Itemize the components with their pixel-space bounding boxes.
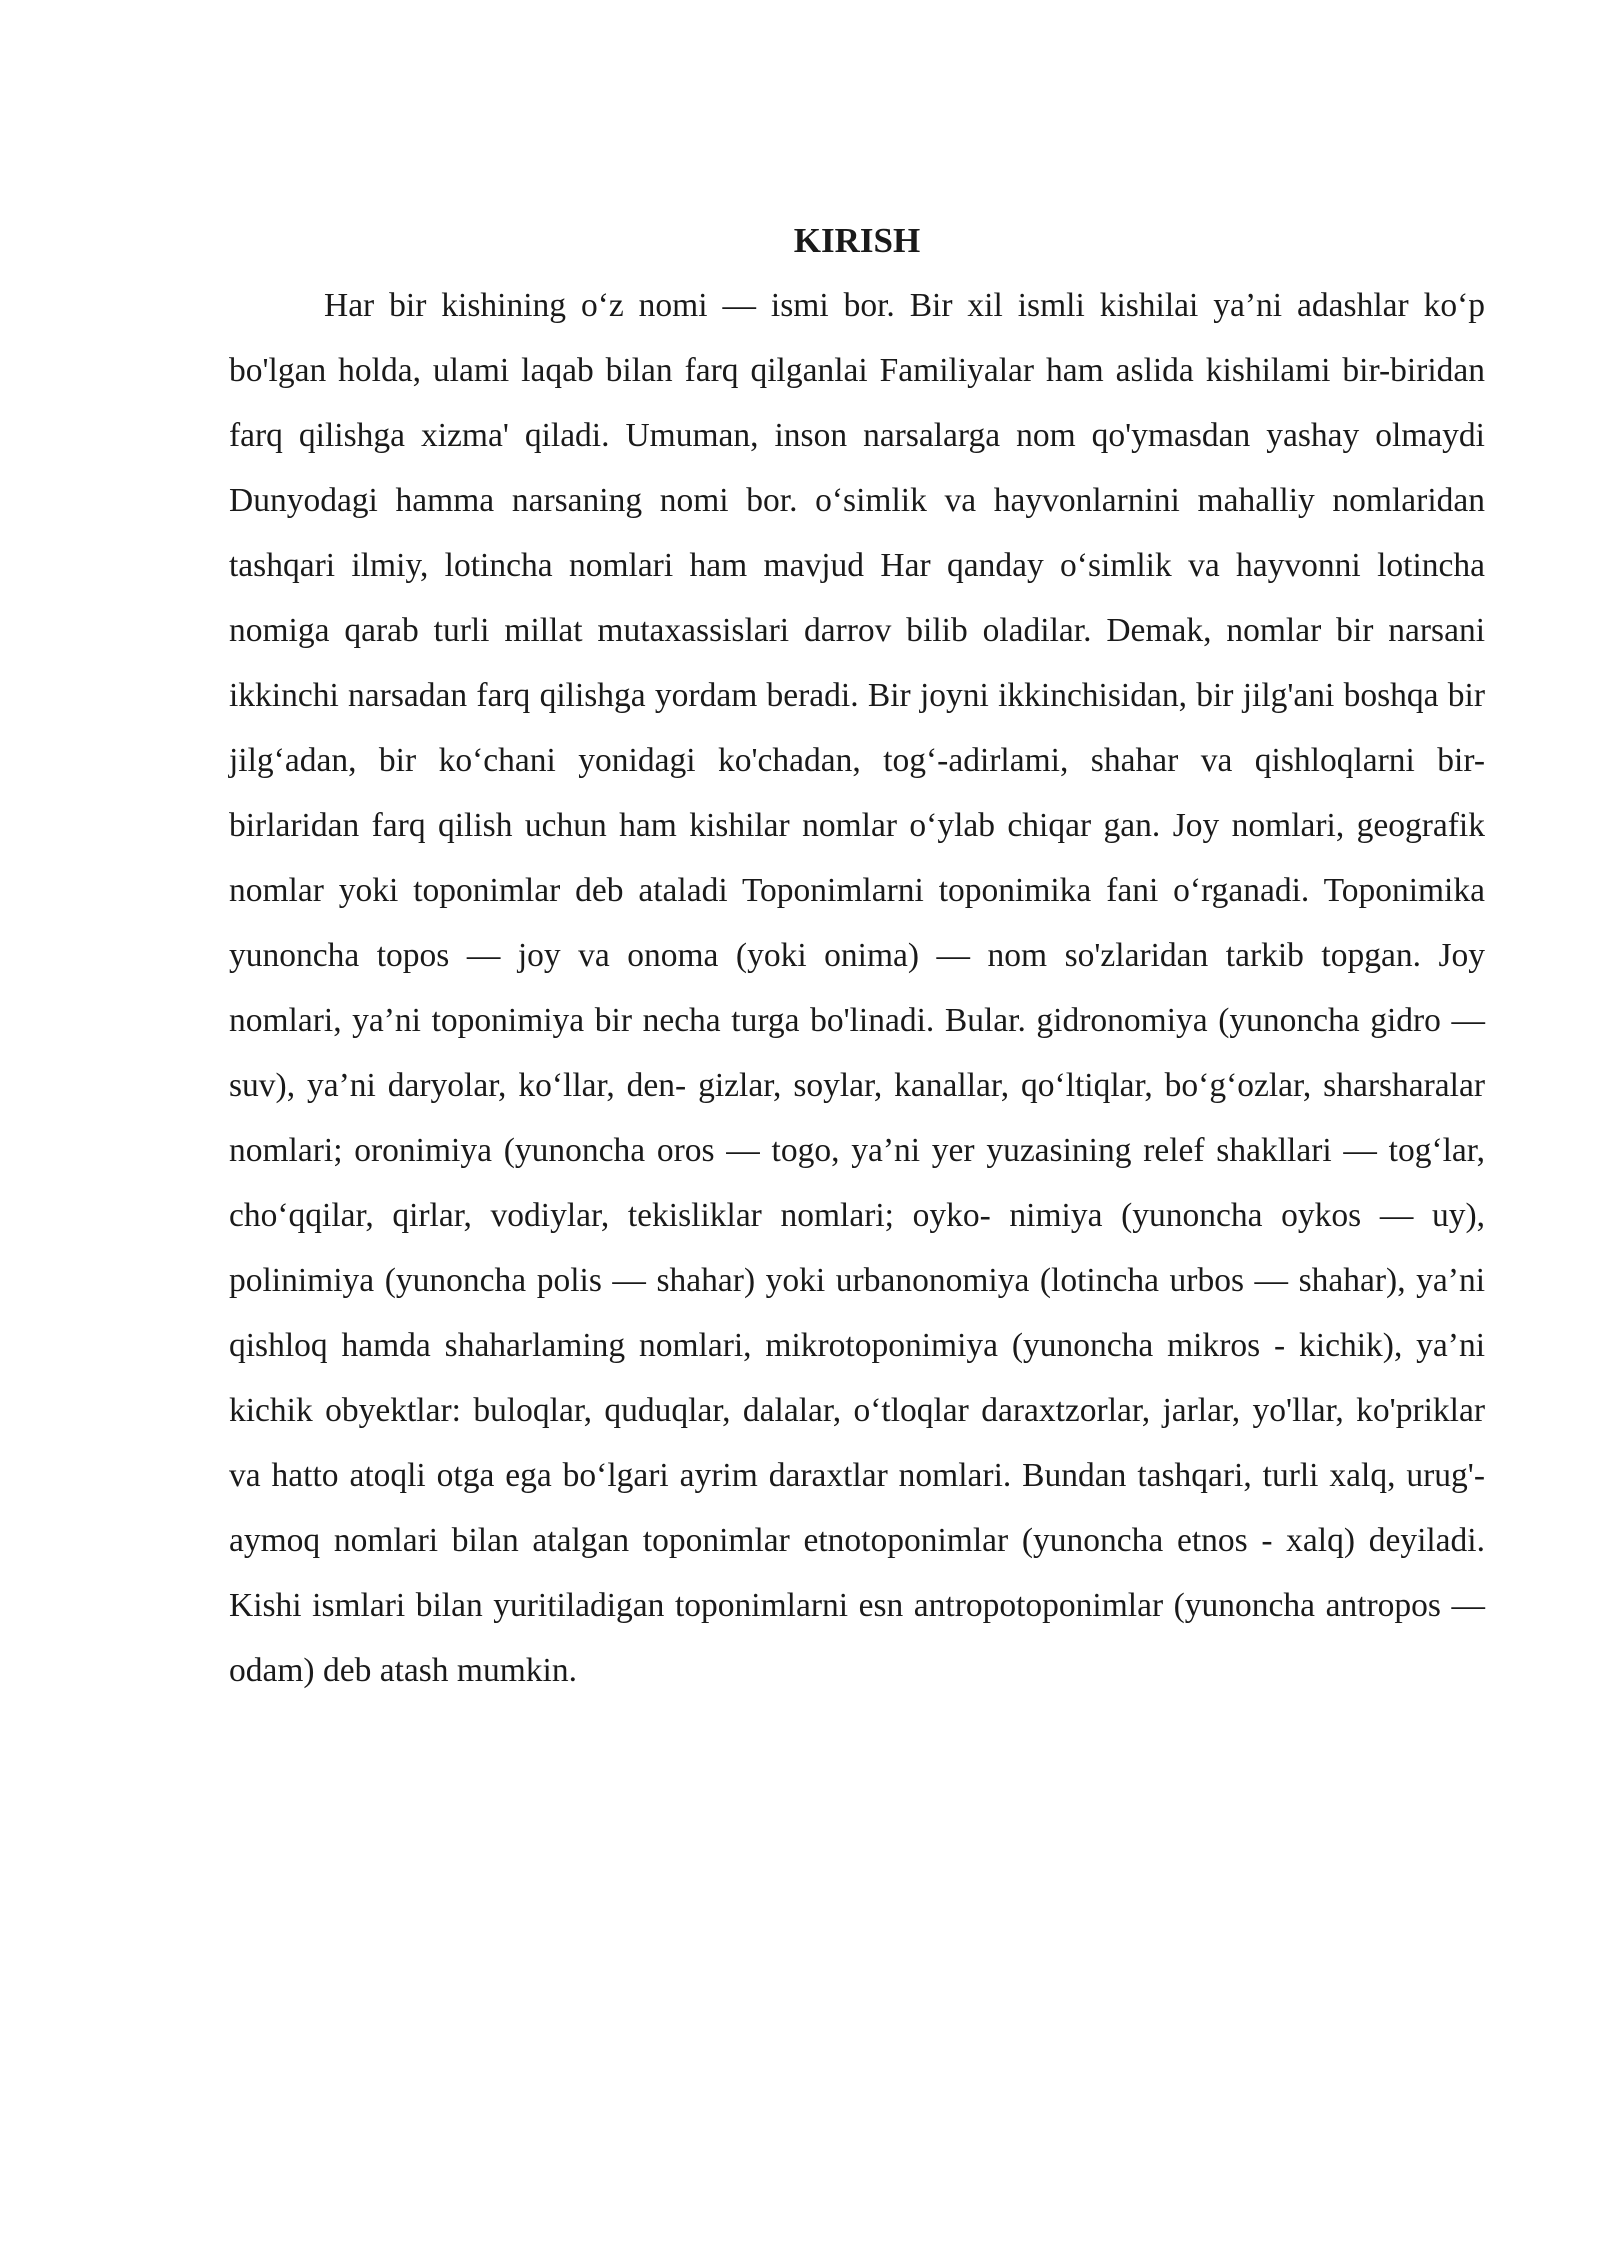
document-body	[229, 208, 1485, 1703]
body-paragraph: Har bir kishining o‘z nomi — ismi bor. Bir xil ismli kishilai ya’ni adashlar ko‘p bo'lgan holda, ulami laqab bilan farq qilganlai Familiyalar ham aslida kishilami bir-biridan farq qilishga xizma' qiladi. Umuman, inson narsalarga nom qo'ymasdan yashay olmaydi Dunyodagi hamma narsaning nomi bor. o‘simlik va hayvonlarnini mahalliy nomlaridan tashqari ilmiy, lotincha nomlari ham mavjud Har qanday o‘simlik va hayvonni lotincha nomiga qarab turli millat mutaxassislari darrov bilib oladilar. Demak, nomlar bir narsani ikkinchi narsadan farq qilishga yordam beradi. Bir joyni ikkinchisidan, bir jilg'ani boshqa bir jilg‘adan, bir ko‘chani yonidagi ko'chadan, tog‘-adirlami, shahar va qishloqlarni bir-birlaridan farq qilish uchun ham kishilar nomlar o‘ylab chiqar gan. Joy nomlari, geografik nomlar yoki toponimlar deb ataladi Toponimlarni toponimika fani o‘rganadi. Toponimika yunoncha topos — joy va onoma (yoki onima) — nom so'zlaridan tarkib topgan. Joy nomlari, ya’ni toponimiya bir necha turga bo'linadi. Bular. gidronomiya (yunoncha gidro — suv), ya’ni daryolar, ko‘llar, den- gizlar, soylar, kanallar, qo‘ltiqlar, bo‘g‘ozlar, sharsharalar nomlari; oronimiya (yunoncha oros — togo, ya’ni yer yuzasining relef shakllari — tog‘lar, cho‘qqilar, qirlar, vodiylar, tekisliklar nomlari; oyko- nimiya (yunoncha oykos — uy), polinimiya (yunoncha polis — shahar) yoki urbanonomiya (lotincha urbos — shahar), ya’ni qishloq hamda shaharlaming nomlari, mikrotoponimiya (yunoncha mikros - kichik), ya’ni kichik obyektlar: buloqlar, quduqlar, dalalar, o‘tloqlar daraxtzorlar, jarlar, yo'llar, ko'priklar va hatto atoqli otga ega bo‘lgari ayrim daraxtlar nomlari. Bundan tashqari, turli xalq, urug'-aymoq nomlari bilan atalgan toponimlar etnotoponimlar (yunoncha etnos - xalq) deyiladi. Kishi ismlari bilan yuritiladigan toponimlarni esn antropotoponimlar (yunoncha antropos — odam) deb atash mumkin.	[229, 287, 1485, 1689]
section-heading: KIRISH	[793, 221, 921, 260]
